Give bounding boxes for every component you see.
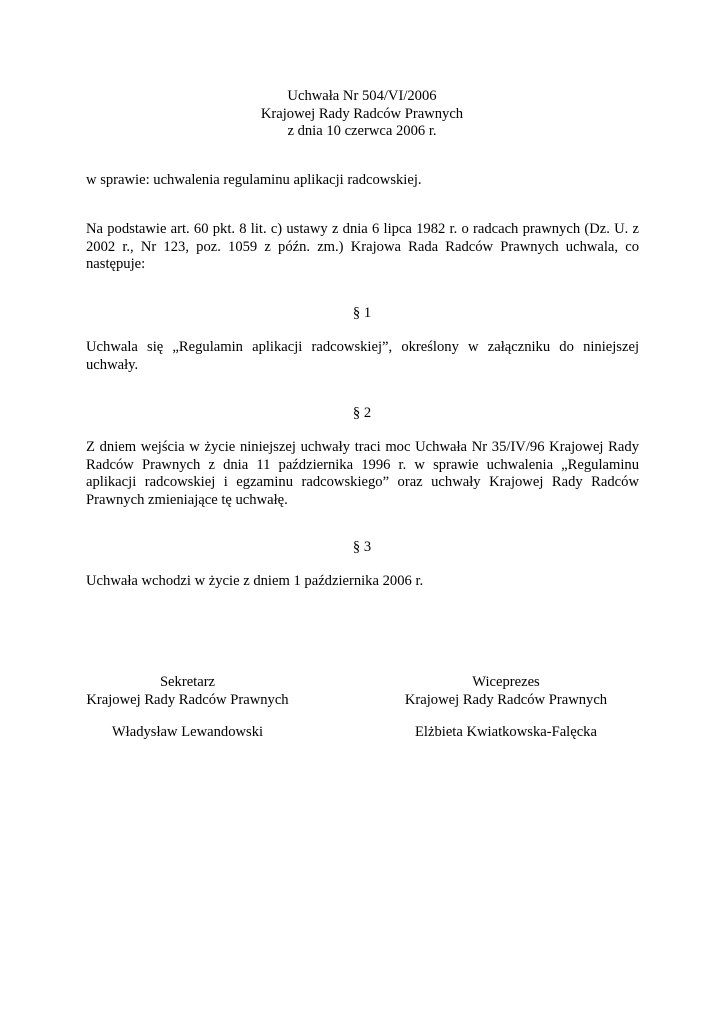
preamble-paragraph: Na podstawie art. 60 pkt. 8 lit. c) ustawy z dnia 6 lipca 1982 r. o radcach prawnych (Dz. U. z 2002 r., Nr 123, poz. 1059 z późn. zm.) Krajowa Rada Radców Prawnych uchwala, co następuje: <box>86 221 639 272</box>
resolution-subject: w sprawie: uchwalenia regulaminu aplikacji radcowskiej. <box>86 172 422 188</box>
section-2-text: Z dniem wejścia w życie niniejszej uchwały traci moc Uchwała Nr 35/IV/96 Krajowej Rady Radców Prawnych z dnia 11 października 1996 r. w sprawie uchwalenia „Regulaminu aplikacji radcowskiej i egzaminu radcowskiego” oraz uchwały Krajowej Rady Radców Prawnych zmieniające tę uchwałę. <box>86 439 639 508</box>
signature-name: Władysław Lewandowski <box>111 724 264 740</box>
signature-block-vice-president <box>402 674 610 742</box>
signature-role: Wiceprezes <box>472 674 540 690</box>
section-2-mark: § 2 <box>352 405 372 421</box>
section-1-mark: § 1 <box>352 305 372 321</box>
section-1-text: Uchwala się „Regulamin aplikacji radcowskiej”, określony w załączniku do niniejszej uchwały. <box>86 339 639 373</box>
signature-block-secretary <box>86 674 289 742</box>
section-3-mark: § 3 <box>352 539 372 555</box>
signature-role: Sekretarz <box>159 674 216 690</box>
signature-name: Elżbieta Kwiatkowska-Falęcka <box>415 724 597 740</box>
signature-body: Krajowej Rady Radców Prawnych <box>404 691 608 708</box>
resolution-date: z dnia 10 czerwca 2006 r. <box>287 123 437 139</box>
resolution-header <box>0 88 724 141</box>
issuing-body: Krajowej Rady Radców Prawnych <box>260 105 464 122</box>
signature-body: Krajowej Rady Radców Prawnych <box>86 691 289 708</box>
section-3-text: Uchwała wchodzi w życie z dniem 1 października 2006 r. <box>86 573 424 589</box>
resolution-number: Uchwała Nr 504/VI/2006 <box>287 88 437 104</box>
